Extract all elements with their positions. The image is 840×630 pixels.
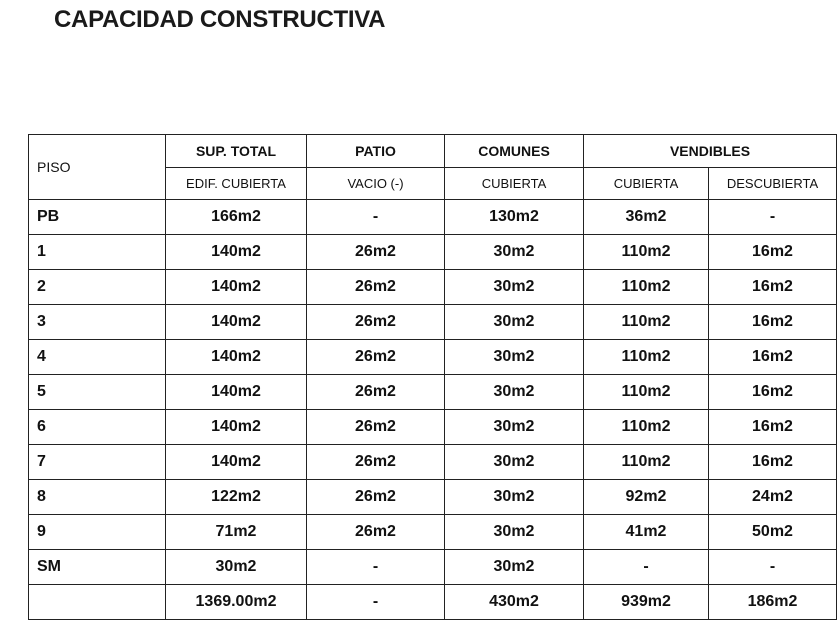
comunes-cubierta-header: CUBIERTA (445, 168, 584, 200)
table-row (29, 410, 837, 445)
patio-header: PATIO (307, 135, 445, 168)
piso-cell: SM (29, 550, 166, 585)
patio-cell: - (307, 200, 445, 235)
patio-cell: 26m2 (307, 445, 445, 480)
comunes-cell: 30m2 (445, 340, 584, 375)
patio-cell: 26m2 (307, 480, 445, 515)
vendibles-descubierta-header: DESCUBIERTA (709, 168, 837, 200)
table-row (29, 340, 837, 375)
table-row (29, 480, 837, 515)
vendibles-cubierta-cell: 110m2 (584, 340, 709, 375)
sup-total-cell: 71m2 (166, 515, 307, 550)
sup-total-cell: 166m2 (166, 200, 307, 235)
piso-cell: 9 (29, 515, 166, 550)
totals-row (29, 585, 837, 620)
vendibles-cubierta-cell: 110m2 (584, 305, 709, 340)
piso-cell: 6 (29, 410, 166, 445)
vendibles-cubierta-cell: 110m2 (584, 270, 709, 305)
vendibles-descubierta-cell: 16m2 (709, 445, 837, 480)
sup-total-header: SUP. TOTAL (166, 135, 307, 168)
table-row (29, 375, 837, 410)
sup-total-cell: 140m2 (166, 235, 307, 270)
sup-total-cell: 140m2 (166, 270, 307, 305)
piso-cell: 8 (29, 480, 166, 515)
piso-cell: 1 (29, 235, 166, 270)
vendibles-cubierta-cell: 36m2 (584, 200, 709, 235)
comunes-cell: 30m2 (445, 235, 584, 270)
vendibles-cubierta-cell: 110m2 (584, 235, 709, 270)
vendibles-cubierta-cell: 41m2 (584, 515, 709, 550)
table-row (29, 235, 837, 270)
comunes-cell: 30m2 (445, 410, 584, 445)
sup-total-cell: 30m2 (166, 550, 307, 585)
vendibles-cubierta-cell: 110m2 (584, 445, 709, 480)
table-row (29, 515, 837, 550)
total-piso-cell (29, 585, 166, 620)
comunes-cell: 30m2 (445, 445, 584, 480)
sup-total-cell: 140m2 (166, 340, 307, 375)
table-row (29, 200, 837, 235)
vendibles-cubierta-cell: 110m2 (584, 410, 709, 445)
vendibles-descubierta-cell: - (709, 550, 837, 585)
sup-total-cell: 122m2 (166, 480, 307, 515)
total-vendibles-descubierta-cell: 186m2 (709, 585, 837, 620)
piso-header: PISO (29, 135, 166, 200)
comunes-cell: 130m2 (445, 200, 584, 235)
comunes-cell: 30m2 (445, 550, 584, 585)
vendibles-descubierta-cell: 16m2 (709, 305, 837, 340)
patio-cell: 26m2 (307, 410, 445, 445)
patio-cell: 26m2 (307, 515, 445, 550)
sup-total-cell: 140m2 (166, 410, 307, 445)
comunes-cell: 30m2 (445, 375, 584, 410)
sup-total-cell: 140m2 (166, 305, 307, 340)
comunes-header: COMUNES (445, 135, 584, 168)
vendibles-header: VENDIBLES (584, 135, 837, 168)
vendibles-cubierta-cell: - (584, 550, 709, 585)
piso-cell: 5 (29, 375, 166, 410)
piso-cell: 4 (29, 340, 166, 375)
total-patio-cell: - (307, 585, 445, 620)
vendibles-descubierta-cell: 16m2 (709, 375, 837, 410)
patio-cell: 26m2 (307, 340, 445, 375)
comunes-cell: 30m2 (445, 305, 584, 340)
page-title: CAPACIDAD CONSTRUCTIVA (54, 6, 386, 33)
vendibles-descubierta-cell: 16m2 (709, 235, 837, 270)
patio-cell: 26m2 (307, 375, 445, 410)
piso-cell: PB (29, 200, 166, 235)
piso-cell: 7 (29, 445, 166, 480)
vendibles-descubierta-cell: 16m2 (709, 270, 837, 305)
vendibles-descubierta-cell: 24m2 (709, 480, 837, 515)
comunes-cell: 30m2 (445, 270, 584, 305)
vendibles-descubierta-cell: - (709, 200, 837, 235)
vendibles-cubierta-cell: 110m2 (584, 375, 709, 410)
table-row (29, 270, 837, 305)
total-sup-total-cell: 1369.00m2 (166, 585, 307, 620)
piso-cell: 3 (29, 305, 166, 340)
total-vendibles-cubierta-cell: 939m2 (584, 585, 709, 620)
comunes-cell: 30m2 (445, 515, 584, 550)
total-comunes-cell: 430m2 (445, 585, 584, 620)
piso-cell: 2 (29, 270, 166, 305)
table-row (29, 550, 837, 585)
patio-cell: - (307, 550, 445, 585)
comunes-cell: 30m2 (445, 480, 584, 515)
edif-cubierta-header: EDIF. CUBIERTA (166, 168, 307, 200)
header-row-top (29, 135, 837, 168)
sup-total-cell: 140m2 (166, 445, 307, 480)
patio-cell: 26m2 (307, 270, 445, 305)
vacio-header: VACIO (-) (307, 168, 445, 200)
table-row (29, 445, 837, 480)
vendibles-cubierta-header: CUBIERTA (584, 168, 709, 200)
vendibles-descubierta-cell: 16m2 (709, 340, 837, 375)
vendibles-cubierta-cell: 92m2 (584, 480, 709, 515)
vendibles-descubierta-cell: 16m2 (709, 410, 837, 445)
patio-cell: 26m2 (307, 305, 445, 340)
capacity-table (28, 134, 837, 620)
vendibles-descubierta-cell: 50m2 (709, 515, 837, 550)
table-row (29, 305, 837, 340)
sup-total-cell: 140m2 (166, 375, 307, 410)
patio-cell: 26m2 (307, 235, 445, 270)
